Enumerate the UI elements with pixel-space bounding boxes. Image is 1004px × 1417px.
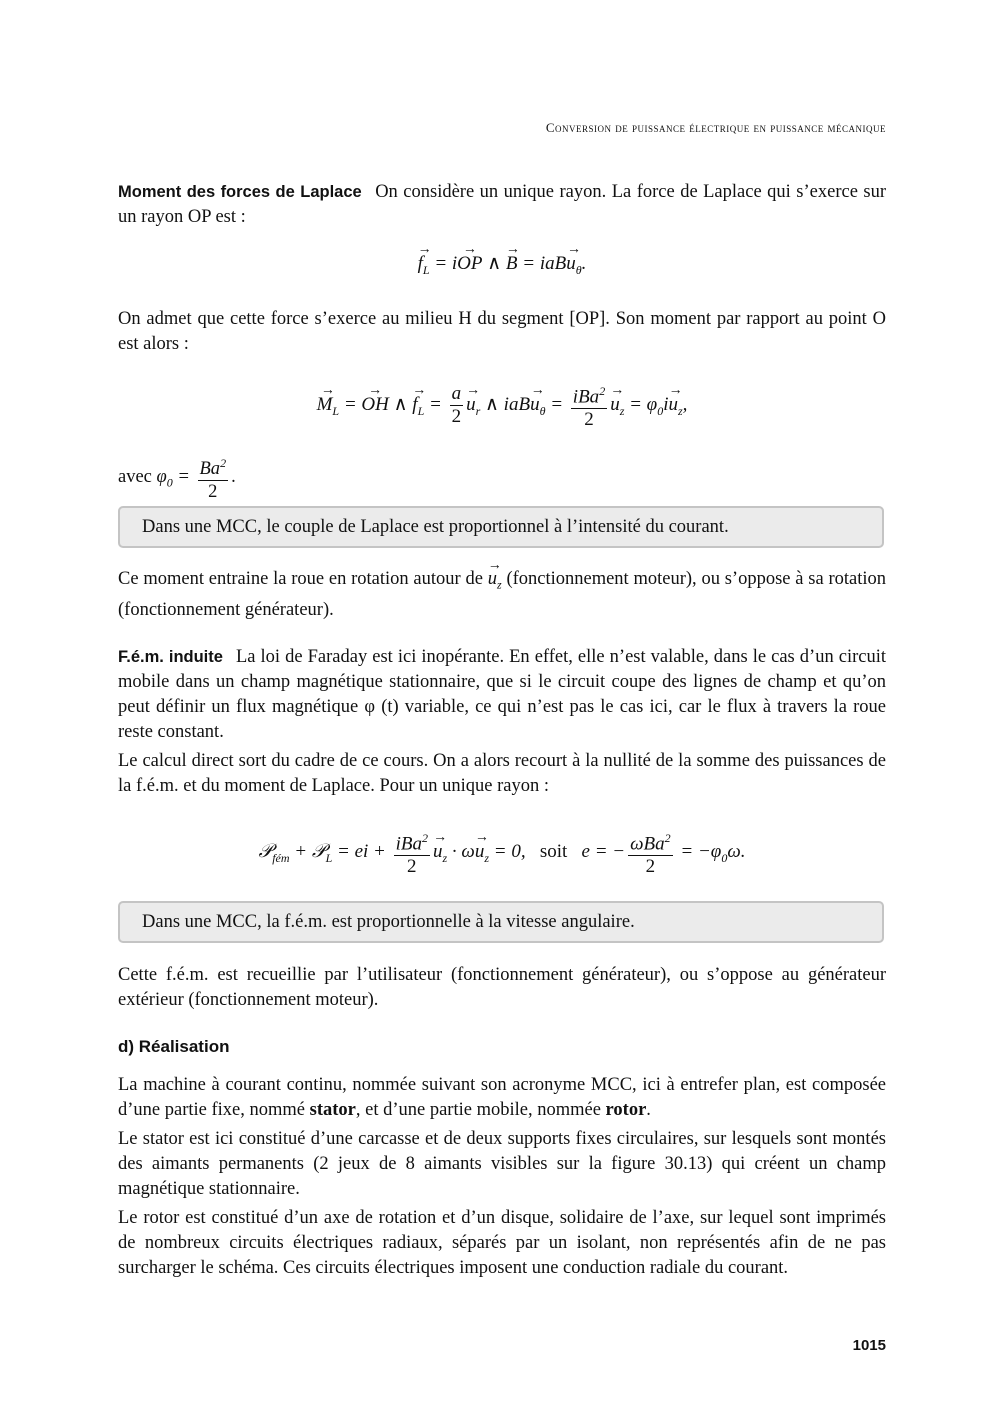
fem-paragraph-1 xyxy=(118,645,886,745)
moment-after-text-1: Ce moment entraine la roue en rotation autour de xyxy=(118,569,483,589)
running-header: Conversion de puissance électrique en puissance mécanique xyxy=(545,120,886,135)
realisation-text-1b: , et d’une partie mobile, nommée xyxy=(355,1100,601,1120)
realisation-text-1c: . xyxy=(646,1100,651,1120)
moment-intro-text: On considère un unique rayon. La force de Laplace qui s’exerce sur un rayon OP est : xyxy=(118,182,886,227)
page-number: 1015 xyxy=(852,1337,886,1354)
avec-text: avec xyxy=(118,466,152,487)
fem-text-1: La loi de Faraday est ici inopérante. En effet, elle n’est valable, dans le cas d’un circuit mobile dans un champ magnétique stationnaire, que si le circuit coupe des lignes de champ et qu’on peut définir un flux magnétique φ (t) variable, ce qui n’est pas le cas ici, car le flux à travers la roue reste constant. xyxy=(118,647,886,742)
highlight-box-couple: Dans une MCC, le couple de Laplace est proportionnel à l’intensité du courant. xyxy=(118,506,884,548)
realisation-paragraph-1 xyxy=(118,1073,886,1123)
moment-intro-paragraph xyxy=(118,180,886,230)
soit-word: soit xyxy=(539,841,568,863)
term-rotor: rotor xyxy=(605,1100,647,1120)
term-stator: stator xyxy=(309,1100,356,1120)
realisation-paragraph-3: Le rotor est constitué d’un axe de rotation et d’un disque, solidaire de l’axe, sur lequel sont imprimés de nombreux circuits électriques radiaux, séparés par un isolant, non représentés afin de ne pas surcharger le schéma. Ces circuits électriques imposent une conduction radiale du courant. xyxy=(118,1208,886,1278)
fem-paragraph-2: Le calcul direct sort du cadre de ce cours. On a alors recourt à la nullité de la somme des puissances de la f.é.m. et du moment de Laplace. Pour un unique rayon : xyxy=(118,751,886,796)
highlight-box-fem: Dans une MCC, la f.é.m. est proportionnelle à la vitesse angulaire. xyxy=(118,901,884,943)
moment-after-text-2: (fonctionnement moteur), ou s’oppose à sa rotation (fonctionnement générateur). xyxy=(118,569,886,620)
equation-laplace-moment: → $M_L$ = → OH ∧ → $f_L$ = $\frac{a}{2}$ → $u_r$ ∧ $iaB\to u_\theta$ = $\frac{iBa^2}{2}$ → $u_z = \varphi_0i\to u_z$, xyxy=(118,380,886,431)
realisation-text-1a: La machine à courant continu, nommée suivant son acronyme MCC, ici à entrefer plan, est composée d’une partie fixe, nommé xyxy=(118,1075,886,1120)
fem-after-paragraph: Cette f.é.m. est recueillie par l’utilisateur (fonctionnement générateur), ou s’oppose au générateur extérieur (fonctionnement moteur). xyxy=(118,965,886,1010)
section-heading-realisation: d) Réalisation xyxy=(118,1037,230,1056)
fem-heading: F.é.m. induite xyxy=(118,648,223,666)
uz-vector: → $u_z$ xyxy=(488,567,502,598)
moment-after-paragraph xyxy=(118,567,886,623)
avec-phi0-line: avec $\varphi_0$ = $\frac{Ba^2}{2}$ . xyxy=(118,452,886,503)
equation-power-balance: 𝒫$_{fém}$ + 𝒫$_L$ = ei + $\frac{iBa^2}{2}$ → $u_z \cdot \omega\to u_z = 0$, soit e = − $\frac{\omega Ba^2}{2}$ = $-\varphi_0\omega$. xyxy=(118,827,886,878)
equation-laplace-force: → $f_L = i\to$ OP ∧ → $B = iaB\to u_\theta$. xyxy=(118,250,886,284)
moment-heading: Moment des forces de Laplace xyxy=(118,183,362,201)
moment-admet-paragraph: On admet que cette force s’exerce au milieu H du segment [OP]. Son moment par rapport au point O est alors : xyxy=(118,309,886,354)
realisation-paragraph-2: Le stator est ici constitué d’une carcasse et de deux supports fixes circulaires, sur lesquels sont montés des aimants permanents (2 jeux de 8 aimants visibles sur la figure 30.13) qui créent un champ magnétique stationnaire. xyxy=(118,1129,886,1199)
